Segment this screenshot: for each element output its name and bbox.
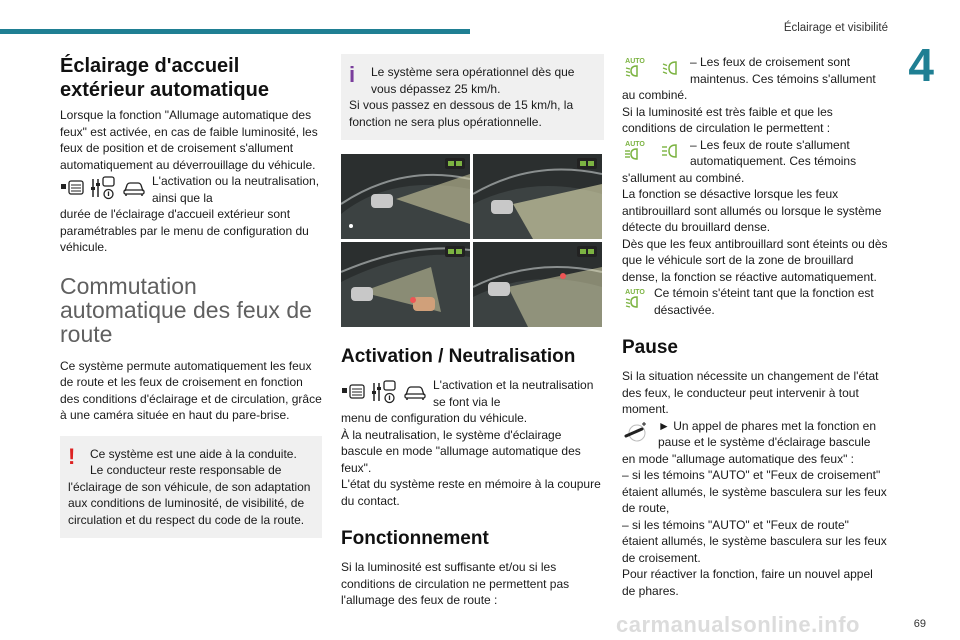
car-outline-icon	[122, 179, 146, 197]
svg-text:AUTO: AUTO	[625, 289, 645, 296]
paragraph: – si les témoins "AUTO" et "Feux de croisement" étaient allumés, le système basculera sur les feux de route,	[622, 468, 887, 515]
auto-low-beam-icon	[622, 287, 648, 311]
illustration-night-road-1	[341, 154, 470, 239]
low-beam-icon	[662, 60, 684, 76]
icon-paragraph	[341, 377, 604, 410]
info-icon: i	[349, 62, 356, 87]
paragraph: Pour réactiver la fonction, faire un nouvel appel de phares.	[622, 567, 873, 598]
icon-group	[622, 418, 652, 442]
high-beam-icon	[662, 143, 684, 159]
car-outline-icon	[403, 383, 427, 401]
icon-paragraph	[622, 54, 888, 87]
illustration-night-road-3	[341, 242, 470, 327]
warning-icon: !	[68, 443, 76, 469]
settings-grid-icon	[90, 175, 116, 201]
icon-group	[341, 377, 427, 405]
info-note	[341, 54, 604, 140]
header-accent-bar	[0, 29, 470, 34]
heading-commutation: Commutation automatique des feux de route	[60, 272, 312, 347]
chapter-number: 4	[908, 39, 934, 91]
stalk-icon	[622, 420, 652, 442]
paragraph: – Les feux de croisement sont maintenus. Ces témoins s'allument	[690, 55, 876, 86]
warning-line: Le conducteur reste responsable de	[90, 463, 282, 477]
watermark: carmanualsonline.info	[616, 612, 860, 637]
column-3	[622, 54, 888, 599]
paragraph: L'activation ou la neutralisation, ainsi que la	[152, 174, 320, 205]
screen-menu-icon	[341, 382, 365, 402]
info-line: Le système sera opérationnel dès que	[371, 65, 575, 79]
warning-note	[60, 436, 322, 539]
icon-group	[622, 137, 684, 163]
illustration-night-road-4	[473, 242, 602, 327]
paragraph: menu de configuration du véhicule.	[341, 411, 528, 425]
screen-menu-icon	[60, 178, 84, 198]
column-2	[341, 54, 604, 609]
paragraph: À la neutralisation, le système d'éclairage bascule en mode "allumage automatique des feux".	[341, 427, 581, 475]
illustration-grid	[341, 154, 604, 327]
heading-activation: Activation / Neutralisation	[341, 346, 576, 367]
paragraph: Lorsque la fonction "Allumage automatique des feux" est activée, en cas de faible luminosité, les feux de position et de croisement s'allument automatiquement au déverrouillage du véhicule.	[60, 108, 318, 172]
icon-paragraph	[60, 173, 322, 206]
paragraph: s'allument au combiné.	[622, 170, 745, 185]
warning-line: Ce système est une aide à la conduite.	[90, 446, 297, 461]
paragraph: Si la situation nécessite un changement de l'état des feux, le conducteur peut intervenir à tout moment.	[622, 369, 879, 416]
auto-high-beam-icon	[622, 139, 648, 163]
paragraph: – si les témoins "AUTO" et "Feux de route" étaient allumés, le système basculera sur les feux de croisement.	[622, 517, 887, 565]
paragraph: Si la luminosité est suffisante et/ou si les conditions de circulation ne permettent pas l'allumage des feux de route :	[341, 560, 570, 607]
column-1	[60, 54, 322, 538]
icon-paragraph	[622, 285, 888, 318]
icon-paragraph	[622, 418, 888, 451]
section-title: Éclairage et visibilité	[783, 22, 888, 34]
paragraph: au combiné.	[622, 88, 688, 102]
heading-eclairage-accueil: Éclairage d'accueil extérieur automatique	[60, 55, 269, 101]
paragraph: Dès que les feux antibrouillard sont éteints ou dès que le véhicule sort de la zone de brouillard dense, la fonction se réactive automatiquement.	[622, 236, 888, 284]
heading-pause: Pause	[622, 337, 678, 358]
auto-low-beam-icon	[622, 56, 648, 80]
icon-group	[622, 54, 684, 80]
paragraph: Ce témoin s'éteint tant que la fonction est désactivée.	[654, 286, 874, 317]
paragraph: La fonction se désactive lorsque les feux antibrouillard sont allumés ou lorsque le système détecte du brouillard dense.	[622, 187, 882, 234]
icon-group	[622, 285, 648, 311]
paragraph: durée de l'éclairage d'accueil extérieur sont paramétrables par le menu de configuration du véhicule.	[60, 207, 309, 254]
warning-text: l'éclairage de son véhicule, de son adaptation aux conditions de luminosité, de visibilité, de circulation et du respect du code de la route.	[68, 479, 311, 527]
icon-paragraph	[622, 137, 888, 170]
svg-text:AUTO: AUTO	[625, 58, 645, 65]
illustration-night-road-2	[473, 154, 602, 239]
paragraph: en mode "allumage automatique des feux" :	[622, 451, 854, 466]
info-text: Si vous passez en dessous de 15 km/h, la fonction ne sera plus opérationnelle.	[349, 98, 574, 129]
paragraph: L'activation et la neutralisation se font via le	[433, 378, 594, 409]
paragraph: L'état du système reste en mémoire à la coupure du contact.	[341, 477, 601, 508]
paragraph: Ce système permute automatiquement les feux de route et les feux de croisement en fonction des conditions d'éclairage et de circulation, grâce à une caméra située en haut du pare-brise.	[60, 358, 322, 422]
page-number: 69	[913, 618, 926, 630]
settings-grid-icon	[371, 379, 397, 405]
paragraph: ► Un appel de phares met la fonction en pause et le système d'éclairage bascule	[658, 418, 877, 449]
svg-text:AUTO: AUTO	[625, 140, 645, 148]
paragraph: – Les feux de route s'allument automatiquement. Ces témoins	[690, 137, 857, 168]
paragraph: Si la luminosité est très faible et que les conditions de circulation le permettent :	[622, 104, 833, 135]
icon-group	[60, 173, 146, 201]
heading-fonctionnement: Fonctionnement	[341, 528, 489, 549]
info-line: vous dépassez 25 km/h.	[371, 81, 501, 96]
